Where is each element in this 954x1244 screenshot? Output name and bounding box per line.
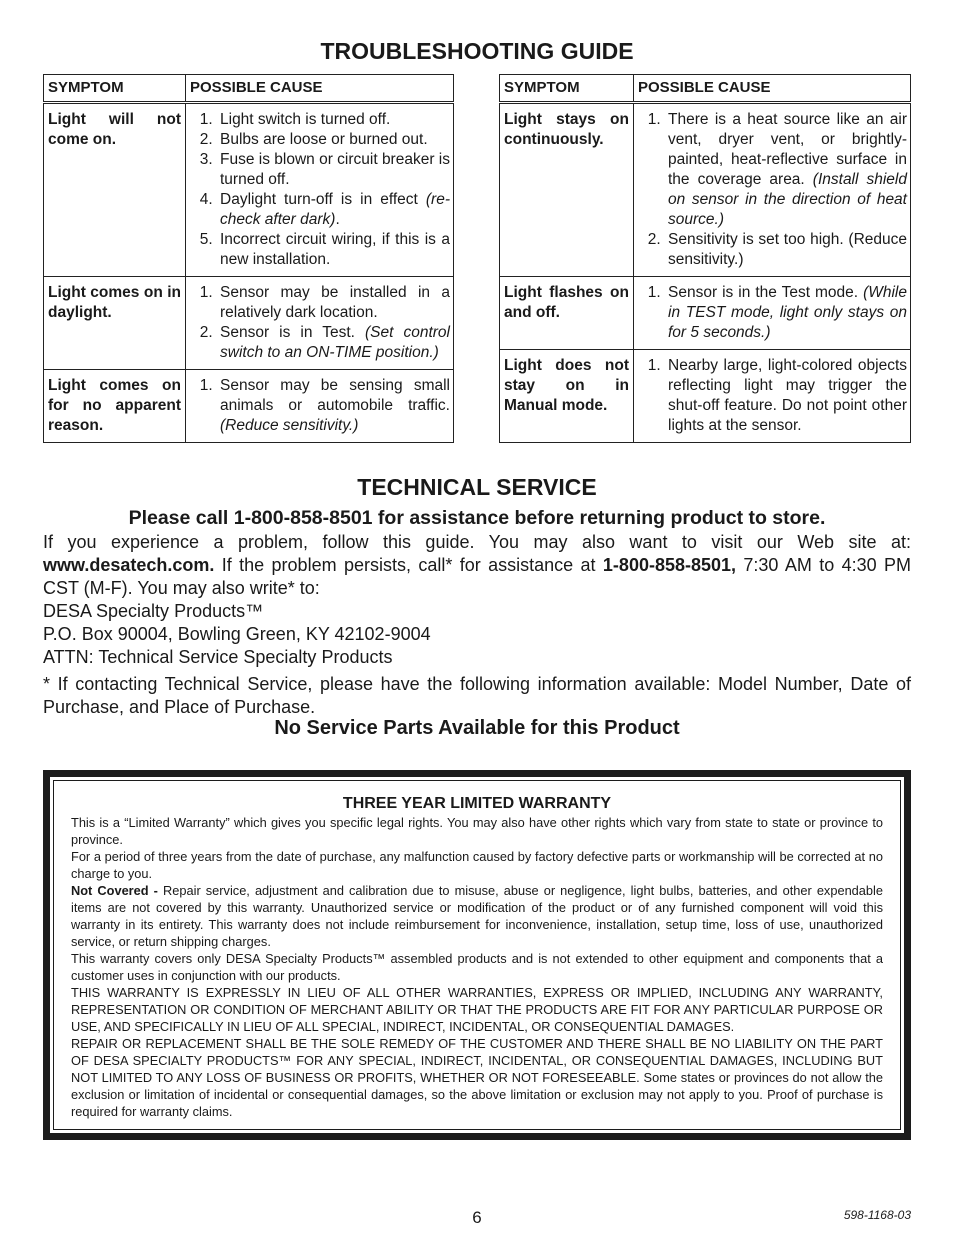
symptom-cell: Light comes on for no apparent reason. bbox=[44, 370, 186, 443]
symptom-cell: Light comes on in daylight. bbox=[44, 277, 186, 370]
cause-cell bbox=[634, 350, 911, 443]
table-row bbox=[44, 277, 454, 370]
cause-item bbox=[217, 376, 450, 436]
technical-service-title: TECHNICAL SERVICE bbox=[357, 474, 597, 500]
page-number: 6 bbox=[472, 1208, 482, 1227]
table-row bbox=[500, 277, 911, 350]
troubleshooting-table-left bbox=[43, 74, 454, 443]
cause-item bbox=[665, 283, 907, 343]
cause-cell bbox=[634, 277, 911, 350]
symptom-header: SYMPTOM bbox=[44, 75, 186, 103]
warranty-body bbox=[71, 814, 883, 1120]
technical-service-body bbox=[43, 531, 911, 719]
troubleshooting-title: TROUBLESHOOTING GUIDE bbox=[320, 38, 634, 64]
table-row bbox=[44, 103, 454, 277]
technical-service-footnote: * If contacting Technical Service, please have the following information available: Model Number, Date of Purchase, and Place of Purchase. bbox=[43, 674, 911, 717]
cause-item: 1. Light switch is turned off. bbox=[217, 110, 450, 130]
table-row bbox=[44, 370, 454, 443]
cause-list bbox=[190, 376, 450, 436]
cause-list bbox=[190, 283, 450, 363]
cause-list bbox=[638, 110, 907, 270]
symptom-header: SYMPTOM bbox=[500, 75, 634, 103]
cause-text: Sensor is in Test. bbox=[220, 324, 365, 341]
address-line: ATTN: Technical Service Specialty Products bbox=[43, 647, 393, 667]
cause-item: 1. Sensor may be installed in a relatively dark location. bbox=[217, 283, 450, 323]
cause-cell bbox=[186, 370, 454, 443]
warranty-paragraph bbox=[71, 1035, 883, 1120]
cause-item bbox=[217, 323, 450, 363]
warranty-text: REPAIR OR REPLACEMENT SHALL BE THE SOLE REMEDY OF THE CUSTOMER AND THERE SHALL BE NO LIABILITY ON THE PART OF DESA SPECIALTY PRODUCTS™ FOR ANY SPECIAL, INDIRECT, INCIDENTAL, OR CONSEQUENTIAL DAMAGES, INCLUDING BUT NOT LIMITED TO ANY LOSS OF BUSINESS OR PROFITS, WHETHER OR NOT FORESEEABLE. bbox=[71, 1036, 883, 1085]
cause-text: Sensor may be sensing small animals or automobile traffic. bbox=[220, 377, 450, 414]
warranty-inner bbox=[50, 777, 904, 1133]
symptom-cell: Light flashes on and off. bbox=[500, 277, 634, 350]
table-row bbox=[500, 350, 911, 443]
warranty-paragraph: THIS WARRANTY IS EXPRESSLY IN LIEU OF ALL OTHER WARRANTIES, EXPRESS OR IMPLIED, INCLUDING ANY WARRANTY, REPRESENTATION OR CONDITION OF MERCHANT ABILITY OR THAT THE PRODUCTS ARE FIT FOR ANY PARTICULAR PURPOSE OR USE, AND SPECIFICALLY IN LIEU OF ALL SPECIAL, INDIRECT, INCIDENTAL, OR CONSEQUENTIAL DAMAGES. bbox=[71, 985, 883, 1034]
no-service-parts-notice: No Service Parts Available for this Product bbox=[274, 717, 680, 739]
warranty-box bbox=[43, 770, 911, 1140]
cause-list bbox=[638, 283, 907, 343]
table-row bbox=[500, 103, 911, 277]
troubleshooting-table-right bbox=[499, 74, 911, 443]
warranty-title: THREE YEAR LIMITED WARRANTY bbox=[342, 795, 612, 812]
phone-number: 1-800-858-8501, bbox=[602, 555, 737, 575]
symptom-cell: Light will not come on. bbox=[44, 103, 186, 277]
warranty-paragraph: This warranty covers only DESA Specialty Products™ assembled products and is not extended to other equipment and components that a customer uses in conjunction with our products. bbox=[71, 951, 883, 983]
cause-text: Daylight turn-off is in effect bbox=[220, 191, 426, 208]
cause-header: POSSIBLE CAUSE bbox=[634, 75, 911, 103]
call-line: Please call 1-800-858-8501 for assistance before returning product to store. bbox=[128, 507, 826, 529]
technical-service-intro bbox=[43, 531, 911, 600]
address-line: DESA Specialty Products™ bbox=[43, 601, 264, 621]
not-covered-label: Not Covered - bbox=[71, 883, 158, 898]
cause-list bbox=[190, 110, 450, 270]
cause-item: 5. Incorrect circuit wiring, if this is a new installation. bbox=[217, 230, 450, 270]
symptom-cell: Light does not stay on in Manual mode. bbox=[500, 350, 634, 443]
cause-cell bbox=[634, 103, 911, 277]
cause-item: 1. Nearby large, light-colored objects reflecting light may trigger the shut-off feature. Do not point other lights at the sensor. bbox=[665, 356, 907, 436]
warranty-text: Some states or provinces do not allow the exclusion or limitation of incidental or consequential damages, so the above limitation or exclusion may not apply to you. Proof of purchase is required for warranty claims. bbox=[71, 1070, 883, 1119]
cause-item: 3. Fuse is blown or circuit breaker is turned off. bbox=[217, 150, 450, 190]
warranty-paragraph bbox=[71, 882, 883, 950]
cause-remedy: (Install shield on sensor in the direction of heat source.) bbox=[668, 171, 907, 228]
cause-remedy: (While in TEST mode, light only stays on for 5 seconds.) bbox=[668, 284, 907, 341]
cause-text: Sensor is in the Test mode. bbox=[668, 284, 864, 301]
cause-item bbox=[217, 190, 450, 230]
cause-text: There is a heat source like an air vent, dryer vent, or brightly-painted, heat-reflective surface in the coverage area. bbox=[668, 111, 907, 188]
cause-remedy: (re-check after dark) bbox=[220, 191, 450, 228]
warranty-text: Repair service, adjustment and calibration due to misuse, abuse or negligence, light bulbs, batteries, and other expendable items are not covered by this warranty. Unauthorized service or modification of the product or of any furnished component will void this warranty in its entirety. This warranty does not include reimbursement for inconvenience, installation, setup time, loss of use, unauthorized service, or return shipping charges. bbox=[71, 883, 883, 949]
cause-remedy: (Set control switch to an ON-TIME position.) bbox=[220, 324, 450, 361]
warranty-paragraph: For a period of three years from the date of purchase, any malfunction caused by factory defective parts or workmanship will be corrected at no charge to you. bbox=[71, 849, 883, 881]
cause-header: POSSIBLE CAUSE bbox=[186, 75, 454, 103]
intro-text: If the problem persists, call* for assistance at bbox=[214, 555, 603, 575]
address-line: P.O. Box 90004, Bowling Green, KY 42102-9004 bbox=[43, 624, 431, 644]
cause-remedy: (Reduce sensitivity.) bbox=[220, 417, 359, 434]
intro-text: If you experience a problem, follow this guide. You may also want to visit our Web site at: bbox=[43, 532, 911, 552]
cause-cell bbox=[186, 103, 454, 277]
symptom-cell: Light stays on continuously. bbox=[500, 103, 634, 277]
website-link[interactable]: www.desatech.com. bbox=[43, 555, 215, 575]
warranty-paragraph: This is a “Limited Warranty” which gives you specific legal rights. You may also have other rights which vary from state to state or province to province. bbox=[71, 815, 883, 847]
cause-item: 2. Sensitivity is set too high. (Reduce sensitivity.) bbox=[665, 230, 907, 270]
document-code: 598-1168-03 bbox=[843, 1208, 911, 1222]
cause-item: 2. Bulbs are loose or burned out. bbox=[217, 130, 450, 150]
cause-item bbox=[665, 110, 907, 230]
intro-text: 7:30 AM to 4:30 PM CST (M-F). You may also write* to: bbox=[43, 555, 911, 598]
cause-cell bbox=[186, 277, 454, 370]
cause-tail: . bbox=[335, 211, 340, 228]
cause-list bbox=[638, 356, 907, 436]
